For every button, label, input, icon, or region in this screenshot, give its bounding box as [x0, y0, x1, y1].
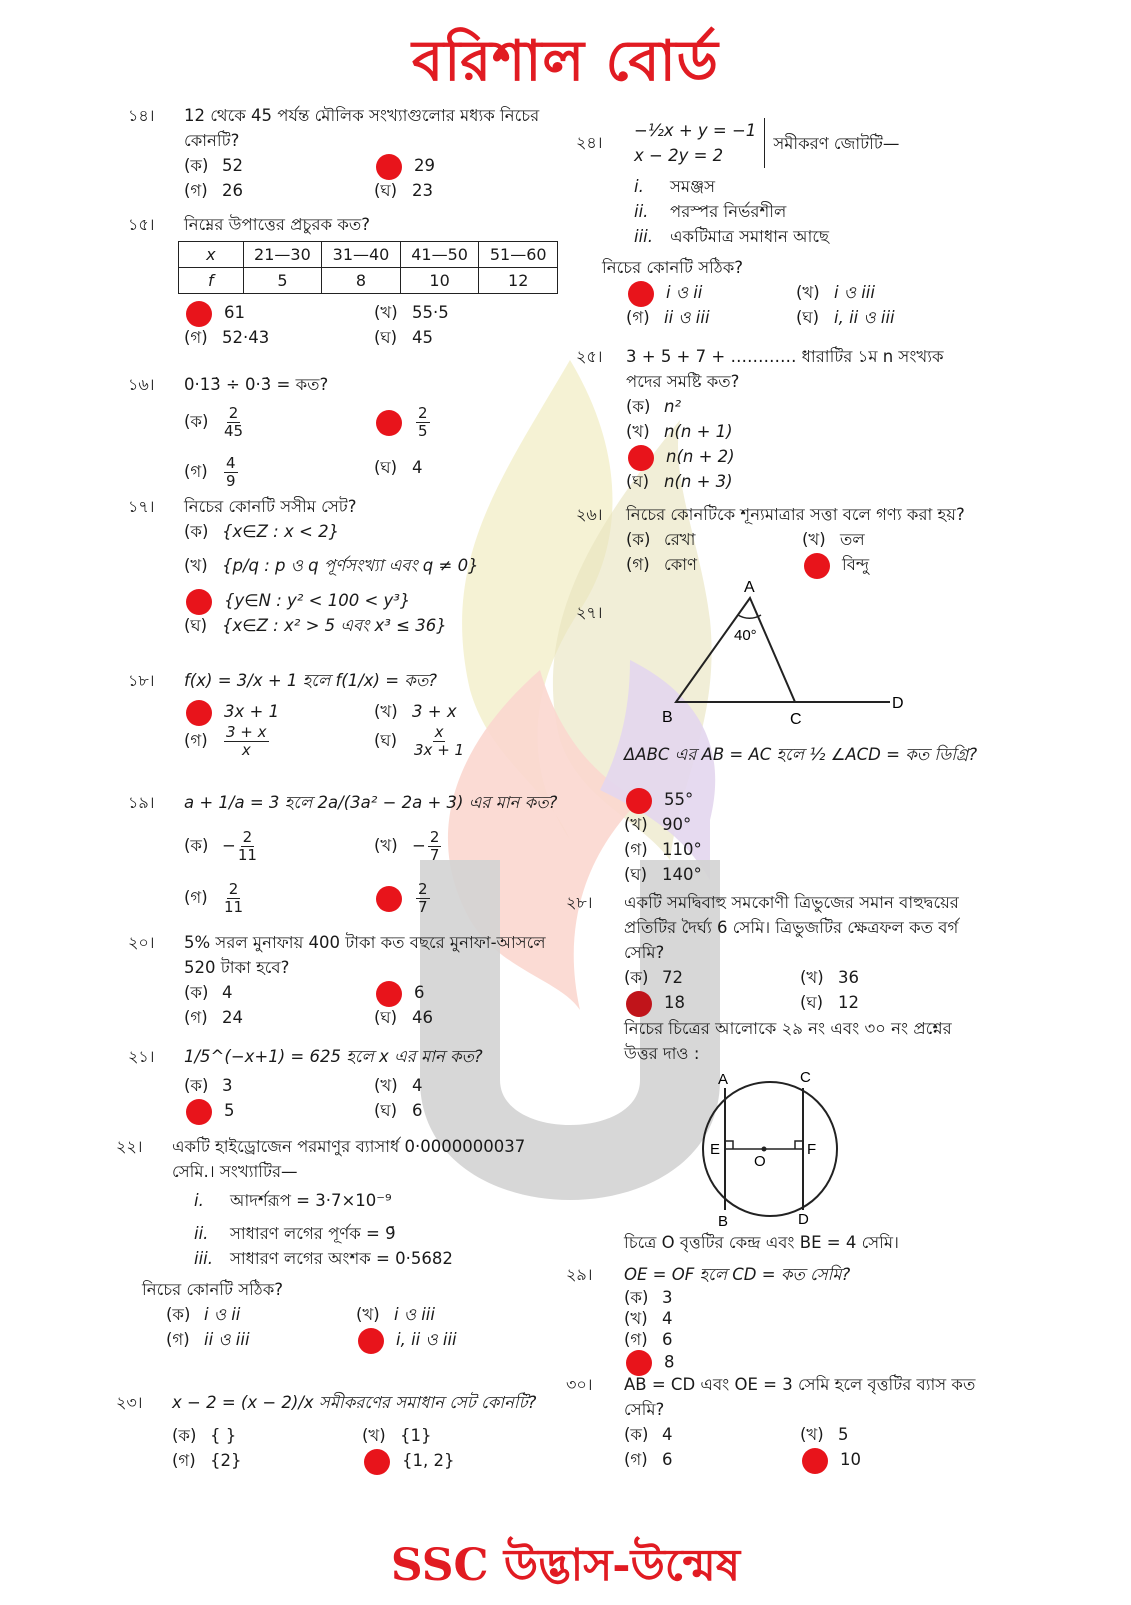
question-number: ৩০। — [566, 1375, 593, 1394]
option-ka[interactable]: (ক) − $\frac{2}{11}$ — [184, 828, 257, 864]
label-F: F — [807, 1141, 817, 1158]
option-kha[interactable]: (খ) {p/q : p ও q পূর্ণসংখ্যা এবং q ≠ 0} — [184, 556, 479, 575]
option-gha[interactable]: (ঘ) 4 — [374, 458, 423, 477]
answer-mark-icon — [376, 981, 402, 1007]
option-gha[interactable]: (ঘ) {x∈Z : x² > 5 এবং x³ ≤ 36} — [184, 616, 447, 635]
question-number: ২৬। — [576, 505, 603, 524]
option-ka[interactable]: 3x + 1 — [184, 699, 374, 724]
question-24 — [576, 118, 996, 330]
question-25 — [576, 344, 976, 494]
options — [184, 153, 548, 203]
answer-mark-icon — [358, 1328, 384, 1354]
option-kha[interactable]: (খ) n(n + 1) — [626, 422, 733, 441]
statement-i: i. আদর্শরূপ = 3·7×10⁻⁹ — [194, 1191, 392, 1210]
question-15 — [128, 212, 558, 350]
question-14 — [128, 103, 548, 203]
question-18 — [128, 668, 558, 768]
question-stem: 1/5^(−x+1) = 625 হলে x এর মান কত? — [184, 1047, 483, 1066]
option-kha[interactable]: (খ) 4 — [624, 1309, 673, 1328]
option-ka[interactable]: (ক) রেখা — [626, 530, 696, 549]
question-stem: একটি হাইড্রোজেন পরমাণুর ব্যাসার্ধ 0·0000000037 সেমি.। সংখ্যাটির— — [172, 1137, 526, 1181]
statement-iii: iii. সাধারণ লগের অংশক = 0·5682 — [194, 1249, 453, 1268]
label-A: A — [718, 1071, 729, 1088]
option-kha[interactable]: (খ) 90° — [624, 815, 692, 834]
question-27-body — [624, 742, 1004, 887]
question-number: ২৪। — [576, 133, 603, 152]
option-gha[interactable]: {1, 2} — [362, 1448, 552, 1473]
label-A: A — [744, 579, 755, 596]
question-stem: ΔABC এর AB = AC হলে ½ ∠ACD = কত ডিগ্রি? — [624, 745, 978, 764]
option-ga[interactable]: (গ) 6 — [624, 1330, 673, 1349]
option-ka[interactable]: (ক) 3 — [184, 1076, 233, 1095]
option-ga[interactable]: (গ) $\frac{3 + x}{x}$ — [184, 723, 267, 759]
question-number: ১৪। — [128, 106, 155, 125]
option-ka[interactable]: (ক) 72 — [624, 968, 683, 987]
option-ka[interactable]: (ক) 3 — [624, 1288, 673, 1307]
answer-mark-icon — [186, 700, 212, 726]
option-kha[interactable]: 29 — [374, 153, 564, 178]
option-gha[interactable]: i, ii ও iii — [356, 1327, 546, 1352]
label-D: D — [892, 695, 904, 712]
option-ga[interactable]: (গ) {2} — [172, 1451, 242, 1470]
question-number: ২০। — [128, 933, 155, 952]
label-D: D — [798, 1211, 809, 1226]
frequency-table: x 21—30 31—40 41—50 51—60 f 5 8 10 12 — [178, 241, 558, 294]
option-ga[interactable]: (গ) 110° — [624, 840, 702, 859]
option-gha[interactable]: (ঘ) 45 — [374, 328, 433, 347]
question-stem: একটি সমদ্বিবাহু সমকোণী ত্রিভুজের সমান বাহুদ্বয়ের প্রতিটির দৈর্ঘ্য 6 সেমি। ত্রিভুজটির ক্ষেত্রফল কত বর্গ সেমি? — [624, 893, 959, 962]
option-ga[interactable]: (গ) কোণ — [626, 555, 698, 574]
option-kha[interactable]: (খ) 3 + x — [374, 702, 457, 721]
circle-figure — [690, 1066, 850, 1226]
statement-ii: ii. সাধারণ লগের পূর্ণক = 9̄ — [194, 1224, 396, 1243]
footer-brand: SSC উদ্ভাস-উন্মেষ — [390, 1540, 741, 1591]
option-kha[interactable]: (খ) i ও iii — [796, 283, 875, 302]
question-stem: নিচের কোনটি সসীম সেট? — [184, 497, 357, 516]
question-21 — [128, 1044, 558, 1123]
passage-caption: চিত্রে O বৃত্তটির কেন্দ্র এবং BE = 4 সেমি। — [624, 1233, 899, 1252]
answer-mark-icon — [628, 445, 654, 471]
question-number: ২৯। — [566, 1265, 593, 1284]
answer-mark-icon — [804, 553, 830, 579]
option-gha[interactable]: (ঘ) 6 — [374, 1101, 423, 1120]
option-ka[interactable]: (ক) i ও ii — [166, 1305, 241, 1324]
board-title: বরিশাল বোর্ড — [412, 29, 719, 94]
option-ga[interactable]: {y∈N : y² < 100 < y³} — [184, 588, 558, 613]
question-stem: f(x) = 3/x + 1 হলে f(1/x) = কত? — [184, 671, 437, 690]
question-stem: নিচের কোনটিকে শূন্যমাত্রার সত্তা বলে গণ্য করা হয়? — [626, 505, 965, 524]
question-number: ২৫। — [576, 347, 603, 366]
answer-mark-icon — [626, 788, 652, 814]
question-stem: a + 1/a = 3 হলে 2a/(3a² − 2a + 3) এর মান কত? — [184, 793, 558, 812]
option-ga[interactable]: (গ) ii ও iii — [166, 1330, 250, 1349]
question-29 — [566, 1262, 976, 1371]
option-ga[interactable]: (গ) $\frac{4}{9}$ — [184, 454, 236, 490]
label-B: B — [662, 709, 673, 726]
option-kha[interactable]: (খ) i ও iii — [356, 1305, 435, 1324]
option-ka[interactable]: i ও ii — [626, 280, 796, 305]
option-ga[interactable]: (গ) 6 — [624, 1450, 673, 1469]
answer-mark-icon — [376, 410, 402, 436]
question-ask: নিচের কোনটি সঠিক? — [142, 1280, 283, 1299]
question-22 — [116, 1134, 566, 1352]
question-number: ১৬। — [128, 375, 155, 394]
question-23 — [116, 1390, 566, 1473]
question-number: ২২। — [116, 1137, 143, 1156]
question-17 — [128, 494, 558, 638]
option-ga[interactable]: (গ) $\frac{2}{11}$ — [184, 880, 244, 916]
question-30 — [566, 1372, 986, 1472]
option-ka[interactable]: (ক) 4 — [184, 983, 233, 1002]
question-number: ২৭। — [576, 603, 603, 622]
option-kha[interactable]: $\frac{2}{5}$ — [374, 405, 564, 441]
answer-mark-icon — [626, 991, 652, 1017]
option-kha[interactable]: (খ) − $\frac{2}{7}$ — [374, 828, 440, 864]
answer-mark-icon — [186, 301, 212, 327]
question-stem: OE = OF হলে CD = কত সেমি? — [624, 1265, 851, 1284]
option-kha[interactable]: (খ) তল — [802, 530, 865, 549]
passage-intro: নিচের চিত্রের আলোকে ২৯ নং এবং ৩০ নং প্রশ্নের উত্তর দাও : — [624, 1019, 952, 1063]
question-stem: x − 2 = (x − 2)/x সমীকরণের সমাধান সেট কোনটি? — [172, 1393, 537, 1412]
question-26 — [576, 502, 976, 577]
option-ka[interactable]: (ক) 52 — [184, 156, 243, 175]
question-number: ২৩। — [116, 1393, 143, 1412]
option-gha[interactable]: (ঘ) n(n + 3) — [626, 472, 733, 491]
question-20 — [128, 930, 558, 1030]
option-gha[interactable]: (ঘ) i, ii ও iii — [796, 308, 895, 327]
option-gha[interactable]: (ঘ) $\frac{x}{3x + 1}$ — [374, 723, 465, 759]
option-ga[interactable]: (গ) 24 — [184, 1008, 243, 1027]
option-ka[interactable]: (ক) $\frac{2}{45}$ — [184, 404, 244, 440]
option-gha[interactable]: (ঘ) 140° — [624, 865, 702, 884]
label-C: C — [790, 711, 802, 728]
answer-mark-icon — [376, 154, 402, 180]
answer-mark-icon — [186, 589, 212, 615]
statement-iii: iii. একটিমাত্র সমাধান আছে — [634, 227, 829, 246]
statement-ii: ii. পরস্পর নির্ভরশীল — [634, 202, 787, 221]
question-stem: 5% সরল মুনাফায় 400 টাকা কত বছরে মুনাফা-আসলে 520 টাকা হবে? — [184, 933, 546, 977]
statement-i: i. সমঞ্জস — [634, 177, 716, 196]
option-kha[interactable]: (খ) {1} — [362, 1426, 432, 1445]
option-gha[interactable]: (ঘ) 23 — [374, 181, 433, 200]
question-number: ১৮। — [128, 671, 155, 690]
label-B: B — [718, 1213, 729, 1226]
question-19 — [128, 790, 568, 921]
option-kha[interactable]: 6 — [374, 980, 564, 1005]
question-stem: নিম্নের উপাত্তের প্রচুরক কত? — [184, 215, 370, 234]
question-number: ১৫। — [128, 215, 155, 234]
option-gha[interactable]: বিন্দু — [802, 552, 962, 577]
option-ka[interactable]: 55° — [624, 787, 1004, 812]
equation-system — [634, 118, 765, 168]
option-kha[interactable]: (খ) 4 — [374, 1076, 423, 1095]
option-gha[interactable]: (ঘ) 46 — [374, 1008, 433, 1027]
question-stem: 3 + 5 + 7 + ………… ধারাটির ১ম n সংখ্যক পদের সমষ্টি কত? — [626, 347, 944, 391]
answer-mark-icon — [186, 1099, 212, 1125]
question-stem: 0·13̇ ÷ 0·3̇ = কত? — [184, 375, 329, 394]
question-stem: 12 থেকে 45 পর্যন্ত মৌলিক সংখ্যাগুলোর মধ্যক নিচের কোনটি? — [184, 106, 540, 150]
label-C: C — [800, 1069, 811, 1086]
option-ka[interactable]: (ক) n² — [626, 397, 682, 416]
option-ka[interactable]: 61 — [184, 300, 374, 325]
question-stem: সমীকরণ জোটটি— — [773, 133, 900, 153]
option-kha[interactable]: (খ) 5 — [800, 1425, 849, 1444]
question-number: ২৮। — [566, 893, 593, 912]
question-16 — [128, 372, 558, 491]
option-ga[interactable]: (গ) 52·43 — [184, 328, 270, 347]
option-gha[interactable]: 8 — [624, 1350, 976, 1371]
question-ask: নিচের কোনটি সঠিক? — [602, 258, 743, 277]
label-E: E — [710, 1141, 721, 1158]
option-kha[interactable]: (খ) 36 — [800, 968, 859, 987]
question-number: ১৭। — [128, 497, 155, 516]
answer-mark-icon — [802, 1448, 828, 1474]
question-number: ২১। — [128, 1047, 155, 1066]
question-stem: AB = CD এবং OE = 3 সেমি হলে বৃত্তটির ব্যাস কত সেমি? — [624, 1375, 976, 1419]
triangle-figure — [660, 576, 910, 728]
option-ga[interactable]: (গ) ii ও iii — [626, 308, 710, 327]
equation-2: x − 2y = 2 — [634, 146, 724, 165]
option-ka[interactable]: (ক) 4 — [624, 1425, 673, 1444]
option-ka[interactable]: (ক) {x∈Z : x < 2} — [184, 522, 340, 541]
label-O: O — [754, 1153, 766, 1170]
option-kha[interactable]: (খ) 55·5 — [374, 303, 449, 322]
option-ga[interactable]: 18 — [624, 990, 800, 1015]
answer-mark-icon — [376, 886, 402, 912]
option-gha[interactable]: 10 — [800, 1447, 960, 1472]
answer-mark-icon — [364, 1449, 390, 1475]
option-ga[interactable]: (গ) 26 — [184, 181, 243, 200]
answer-mark-icon — [628, 281, 654, 307]
angle-label: 40° — [734, 627, 757, 644]
option-ga[interactable]: 5 — [184, 1098, 374, 1123]
option-gha[interactable]: $\frac{2}{7}$ — [374, 881, 564, 921]
question-number: ১৯। — [128, 793, 155, 812]
equation-1: −½x + y = −1 — [634, 121, 757, 140]
option-ka[interactable]: (ক) { } — [172, 1426, 237, 1445]
question-28 — [566, 890, 976, 1015]
option-gha[interactable]: (ঘ) 12 — [800, 993, 859, 1012]
option-ga[interactable]: n(n + 2) — [626, 444, 976, 469]
